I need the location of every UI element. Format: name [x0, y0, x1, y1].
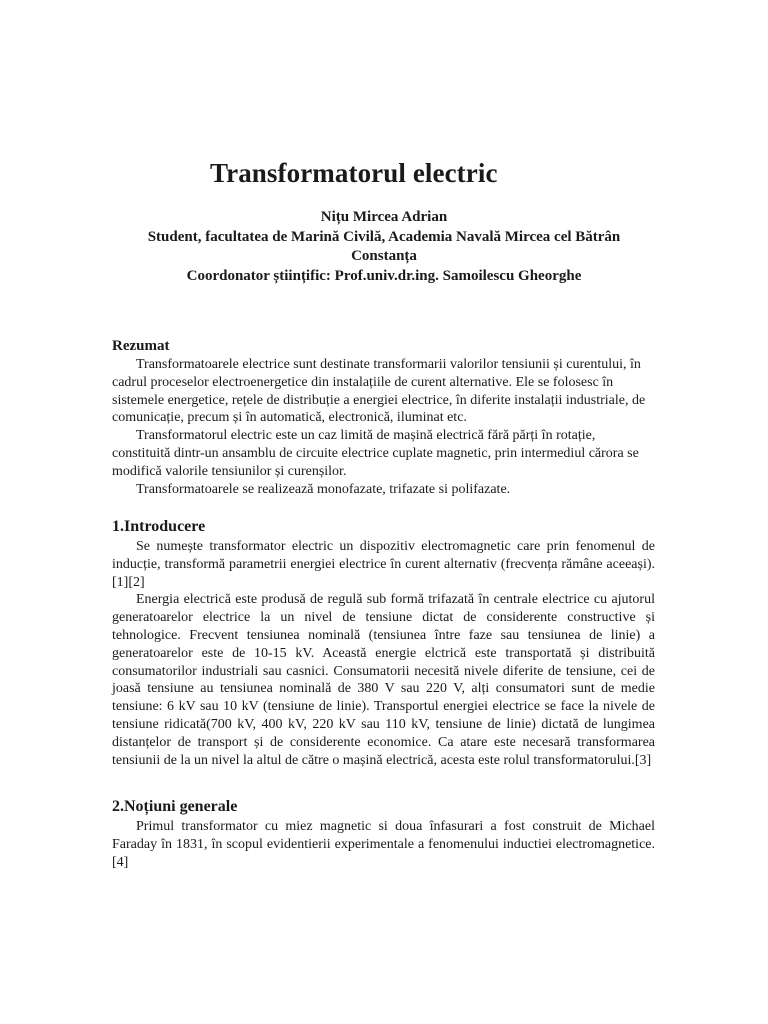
coordinator: Coordonator științific: Prof.univ.dr.ing. Samoilescu Gheorghe	[186, 267, 582, 284]
author-name: Nițu Mircea Adrian	[320, 209, 448, 225]
author-affiliation-city: Constanța	[351, 248, 417, 264]
author-affiliation: Student, facultatea de Marină Civilă, Academia Navală Mircea cel Bătrân	[147, 228, 621, 245]
abstract-paragraph: Transformatoarele se realizează monofazate, trifazate si polifazate.	[136, 481, 511, 497]
document-title: Transformatorul electric	[210, 158, 498, 188]
body-paragraph: Primul transformator cu miez magnetic si doua înfasurari a fost construit de Michael Faraday în 1831, în scopul evidentierii experimentale a fenomenului inductiei electromagnetice.[4]	[112, 819, 655, 870]
abstract-heading: Rezumat	[112, 338, 170, 354]
abstract-paragraph: Transformatoarele electrice sunt destinate transformarii valorilor tensiunii și curentului, în cadrul proceselor electroenergetice din instalațiile de curent alternative. Ele se folosesc în sistemele energetice, rețele de distribuție a energiei electrice, în diferite instalații industriale, de comunicație, precum și în automatică, electronică, iluminat etc.	[112, 357, 646, 426]
body-paragraph: Se numește transformator electric un dispozitiv electromagnetic care prin fenomenul de inducție, transformă parametrii energiei electrice în curent alternativ (frecvența rămâne aceeași).[1][2]	[112, 539, 655, 590]
section-heading-introduction: 1.Introducere	[112, 518, 206, 535]
abstract-paragraph: Transformatorul electric este un caz limită de mașină electrică fără părți în rotație, constituită dintr-un ansamblu de circuite electrice cuplate magnetic, prin intermediul cărora se modifică valorile tensiunilor și curenșilor.	[112, 428, 639, 479]
author-block	[100, 208, 668, 286]
introduction-section	[112, 516, 655, 769]
abstract-section	[112, 336, 655, 498]
general-notions-section	[112, 796, 655, 871]
section-heading-general-notions: 2.Noțiuni generale	[112, 798, 238, 815]
body-paragraph: Energia electrică este produsă de regulă sub formă trifazată în centrale electrice cu ajutorul generatoarelor electrice la un nivel de tensiune dictat de considerente constructive și tehnologice. Frecvent tensiunea nominală (tensiunea între faze sau tensiunea de linie) a generatoarelor este de 10-15 kV. Această energie elctrică este transportată și distribuită consumatorilor industriali sau casnici. Consumatorii necesită nivele diferite de tensiune, cei de joasă tensiune au tensiunea nominală de 380 V sau 220 V, alți consumatori sunt de medie tensiune: 6 kV sau 10 kV (tensiune de linie). Transportul energiei electrice se face la nivele de tensiune ridicată(700 kV, 400 kV, 220 kV sau 110 kV, tensiune de linie) dictată de lungimea distanțelor de transport și de considerente economice. Ca atare este necesară transformarea tensiunii de la un nivel la altul de către o mașină electrică, acesta este rolul transformatorului.[3]	[112, 592, 655, 768]
